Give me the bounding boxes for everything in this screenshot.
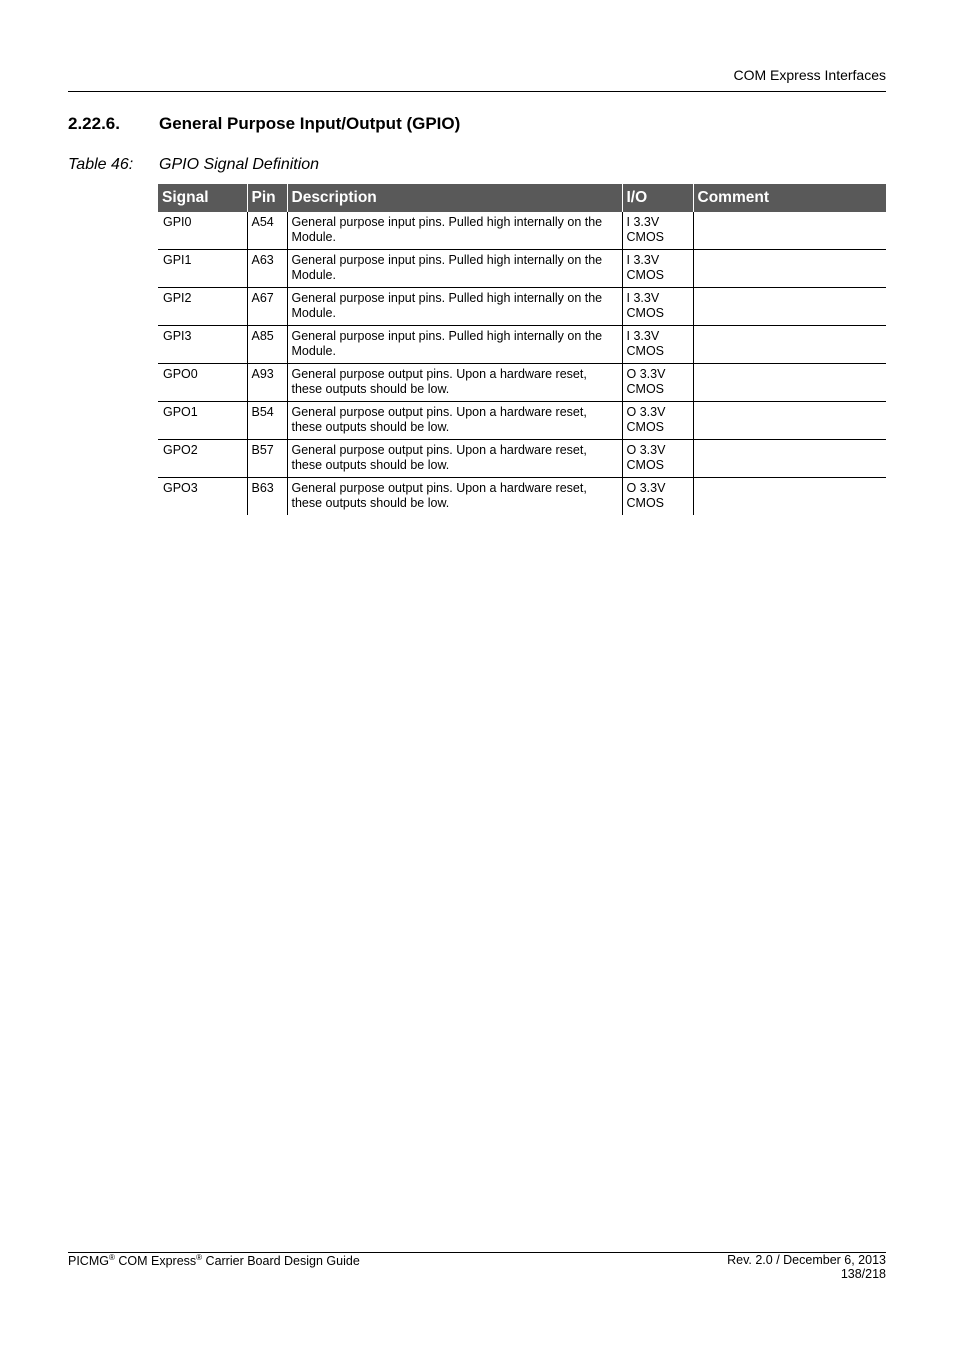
cell-io: I 3.3V CMOS: [622, 250, 693, 288]
footer-revision-block: [727, 1253, 886, 1281]
table-caption-label: Table 46:: [68, 156, 134, 173]
cell-pin: B63: [247, 478, 287, 516]
cell-io: O 3.3V CMOS: [622, 364, 693, 402]
table-row: [158, 288, 886, 326]
table-header-row: [158, 184, 886, 212]
cell-pin: B57: [247, 440, 287, 478]
cell-signal: GPI2: [158, 288, 247, 326]
gpio-signal-table: [158, 184, 886, 515]
cell-signal: GPO3: [163, 481, 198, 495]
cell-description: General purpose input pins. Pulled high internally on the Module.: [287, 288, 622, 326]
table-row: [158, 440, 886, 478]
cell-comment: [693, 478, 886, 516]
table-row: [158, 364, 886, 402]
cell-pin: B54: [247, 402, 287, 440]
cell-io: I 3.3V CMOS: [622, 326, 693, 364]
cell-io: I 3.3V CMOS: [622, 212, 693, 250]
registered-mark: ®: [196, 1253, 203, 1262]
section-heading: [68, 114, 460, 134]
cell-signal: GPO1: [158, 402, 247, 440]
cell-description: General purpose output pins. Upon a hardware reset, these outputs should be low.: [287, 364, 622, 402]
registered-mark: ®: [108, 1253, 115, 1262]
cell-comment: [693, 212, 886, 250]
cell-pin: A54: [247, 212, 287, 250]
cell-comment: [693, 440, 886, 478]
cell-description: General purpose output pins. Upon a hardware reset, these outputs should be low.: [287, 402, 622, 440]
footer-document-title: [68, 1253, 360, 1268]
cell-pin: A67: [247, 288, 287, 326]
cell-comment: [693, 250, 886, 288]
column-header-comment: Comment: [693, 184, 886, 212]
cell-comment: [693, 402, 886, 440]
cell-description: General purpose input pins. Pulled high internally on the Module.: [287, 250, 622, 288]
table-row: [158, 212, 886, 250]
table-row: [158, 478, 886, 516]
column-header-description: Description: [287, 184, 622, 212]
cell-io: O 3.3V CMOS: [622, 478, 693, 516]
section-number: 2.22.6.: [68, 114, 120, 133]
running-header: COM Express Interfaces: [733, 67, 886, 83]
footer-brand-picmg: PICMG: [68, 1254, 109, 1269]
cell-description: General purpose output pins. Upon a hardware reset, these outputs should be low.: [287, 478, 622, 516]
cell-signal: GPI3: [158, 326, 247, 364]
cell-description: General purpose output pins. Upon a hardware reset, these outputs should be low.: [287, 440, 622, 478]
cell-comment: [693, 364, 886, 402]
section-title: General Purpose Input/Output (GPIO): [159, 114, 461, 133]
cell-description: General purpose input pins. Pulled high internally on the Module.: [287, 326, 622, 364]
cell-comment: [693, 288, 886, 326]
table-row: [158, 402, 886, 440]
footer-brand-comexpress: COM Express: [114, 1254, 197, 1269]
cell-io: I 3.3V CMOS: [622, 288, 693, 326]
header-divider: [68, 91, 886, 92]
table-caption-title: GPIO Signal Definition: [159, 156, 320, 173]
cell-io: O 3.3V CMOS: [622, 402, 693, 440]
footer-page-number: 138/218: [840, 1267, 886, 1281]
cell-pin: A63: [247, 250, 287, 288]
column-header-signal: Signal: [158, 184, 247, 212]
cell-comment: [693, 326, 886, 364]
footer-doc-title: Carrier Board Design Guide: [202, 1254, 360, 1269]
cell-io: O 3.3V CMOS: [622, 440, 693, 478]
cell-signal: GPO2: [158, 440, 247, 478]
column-header-pin: Pin: [247, 184, 287, 212]
footer-revision: Rev. 2.0 / December 6, 2013: [727, 1253, 886, 1267]
column-header-io: I/O: [622, 184, 693, 212]
cell-pin: A85: [247, 326, 287, 364]
table-caption: [68, 156, 319, 174]
table-row: [158, 326, 886, 364]
cell-signal: GPO0: [158, 364, 247, 402]
cell-signal: GPI0: [158, 212, 247, 250]
cell-pin: A93: [247, 364, 287, 402]
cell-description: General purpose input pins. Pulled high internally on the Module.: [287, 212, 622, 250]
table-row: [158, 250, 886, 288]
cell-signal: GPI1: [158, 250, 247, 288]
